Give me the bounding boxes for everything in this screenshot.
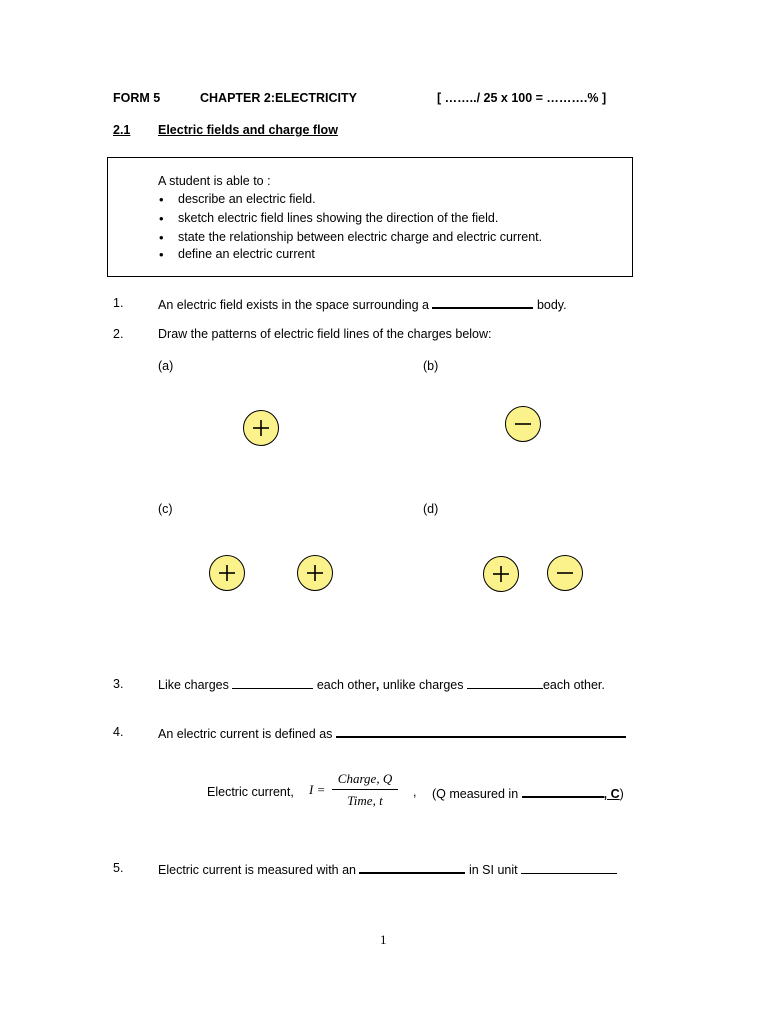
fraction-bar xyxy=(332,789,398,790)
positive-charge-icon xyxy=(243,410,279,446)
section-title: Electric fields and charge flow xyxy=(158,123,338,137)
unit-note-close: ) xyxy=(619,787,624,801)
q5-text: in SI unit xyxy=(468,863,518,877)
section-number: 2.1 xyxy=(113,123,131,137)
q5-answer-blank-2[interactable] xyxy=(521,862,617,874)
part-c-label: (c) xyxy=(158,502,173,516)
objective-item: • sketch electric field lines showing the direction of the field. xyxy=(178,211,498,225)
positive-charge-icon xyxy=(209,555,245,591)
formula-numerator: Charge, Q xyxy=(337,771,393,786)
q4-answer-blank[interactable] xyxy=(336,725,626,738)
q3-text: each other. xyxy=(542,678,605,692)
objective-item: • state the relationship between electric charge and electric current. xyxy=(178,230,542,244)
q3-text: Like charges xyxy=(158,678,229,692)
q1-number: 1. xyxy=(113,296,124,310)
q2-number: 2. xyxy=(113,327,124,341)
q4-line xyxy=(158,725,626,741)
q3-answer-blank-2[interactable] xyxy=(467,677,543,689)
q4-text: An electric current is defined as xyxy=(158,727,333,741)
q3-answer-blank-1[interactable] xyxy=(232,677,313,689)
q1-text: An electric field exists in the space surrounding a xyxy=(158,298,429,312)
q3-text: unlike charges xyxy=(382,678,464,692)
q5-number: 5. xyxy=(113,861,124,875)
objective-item: • define an electric current xyxy=(178,247,315,261)
unit-symbol: , C xyxy=(603,787,620,801)
chapter-title: CHAPTER 2:ELECTRICITY xyxy=(200,91,357,105)
page-number: 1 xyxy=(380,932,387,947)
form-label: FORM 5 xyxy=(113,91,161,105)
positive-charge-icon xyxy=(483,556,519,592)
q5-text: Electric current is measured with an xyxy=(158,863,356,877)
objectives-intro: A student is able to : xyxy=(158,174,271,188)
formula-denominator: Time, t xyxy=(347,793,383,808)
unit-answer-blank[interactable] xyxy=(522,785,604,798)
part-d-label: (d) xyxy=(423,502,439,516)
q5-line xyxy=(158,861,617,877)
q5-answer-blank-1[interactable] xyxy=(359,861,465,874)
part-b-label: (b) xyxy=(423,359,439,373)
q2-text: Draw the patterns of electric field lines of the charges below: xyxy=(158,327,492,341)
positive-charge-icon xyxy=(297,555,333,591)
q4-number: 4. xyxy=(113,725,124,739)
negative-charge-icon xyxy=(505,406,541,442)
q3-number: 3. xyxy=(113,677,124,691)
unit-note-text: (Q measured in xyxy=(432,787,519,801)
q3-line xyxy=(158,677,605,692)
unit-note xyxy=(432,785,624,801)
negative-charge-icon xyxy=(547,555,583,591)
formula-separator: , xyxy=(413,785,417,799)
q3-comma: , xyxy=(375,678,380,692)
formula-label: Electric current, xyxy=(207,785,294,799)
q1-answer-blank[interactable] xyxy=(432,296,533,309)
score-formula: [ ……../ 25 x 100 = ……….% ] xyxy=(437,91,607,105)
q1-text-after: body. xyxy=(536,298,567,312)
q1-line xyxy=(158,296,567,312)
part-a-label: (a) xyxy=(158,359,174,373)
objective-item: • describe an electric field. xyxy=(178,192,316,206)
q3-text: each other xyxy=(316,678,376,692)
formula-lhs: I = xyxy=(309,782,326,797)
